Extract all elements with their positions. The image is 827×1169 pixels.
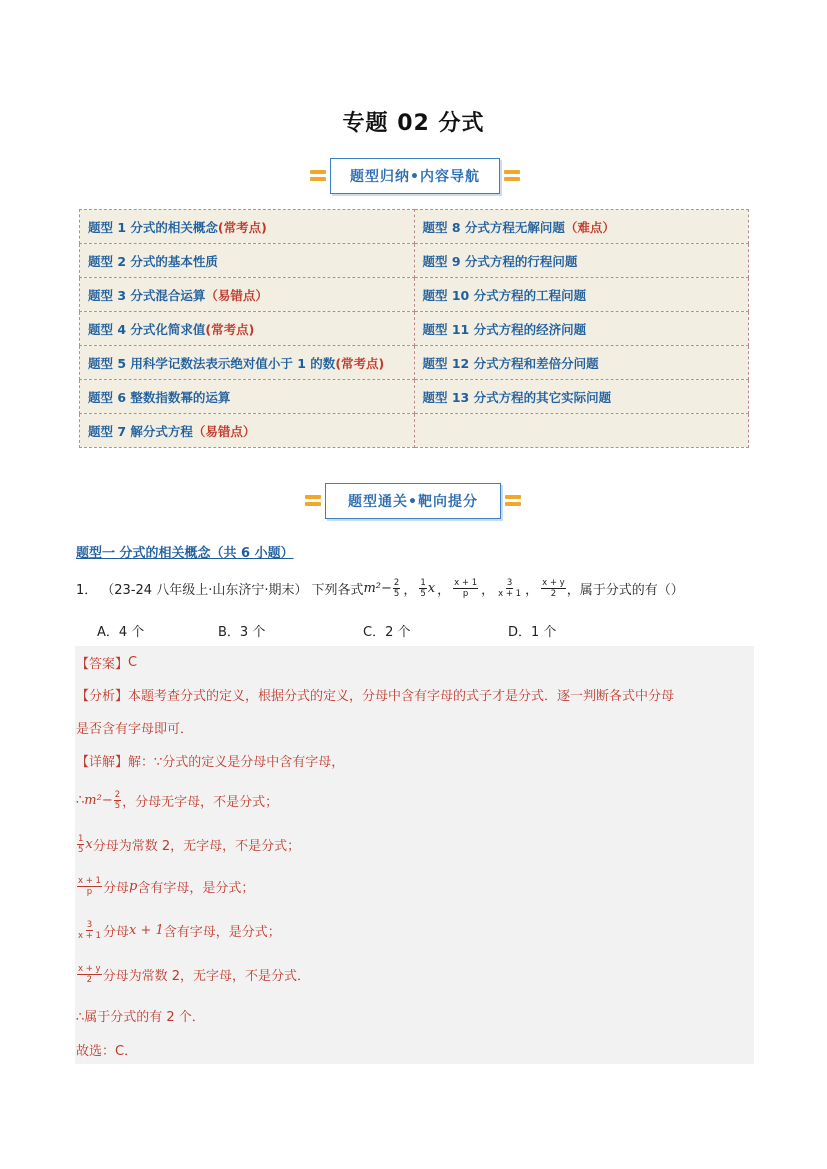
toc-item — [80, 244, 415, 278]
detail-step-5: $\frac{x + y}{2}$ 分母为常数 2，无字母，不是分式． — [78, 964, 310, 985]
toc-item-label: 题型 13 分式方程的其它实际问题 — [422, 389, 612, 405]
analysis-line-2: 是否含有字母即可． — [76, 722, 194, 737]
toc-item — [80, 210, 415, 244]
toc-item-label: 题型 12 分式方程和差倍分问题 — [422, 355, 599, 371]
conclusion-line: ∴属于分式的有 2 个． — [76, 1010, 205, 1025]
detail-step-3: $\frac{x + 1}{p}$ 分母 p 含有字母，是分式； — [78, 876, 255, 897]
practice-banner — [303, 481, 523, 521]
toc-row — [80, 414, 749, 448]
fraction: $\frac{x + 1}{p}$ — [454, 578, 478, 599]
detail-line: 【详解】 解：∵分式的定义是分母中含有字母， — [76, 755, 345, 770]
fraction: $\frac{x + y}{2}$ — [542, 578, 565, 599]
toc-item-label: 题型 5 用科学记数法表示绝对值小于 1 的数 — [88, 355, 336, 371]
toc-item-label: 题型 10 分式方程的工程问题 — [422, 287, 587, 303]
final-line: 故选：C． — [76, 1044, 138, 1059]
toc-item — [80, 278, 415, 312]
toc-item-label: 题型 7 解分式方程 — [88, 423, 193, 439]
toc-item — [414, 278, 749, 312]
detail-step-2: $\frac{1}{5}$ x 分母为常数 2，无字母，不是分式； — [78, 834, 301, 855]
fraction: $\frac{2}{5}$ — [393, 578, 400, 599]
toc-item — [80, 312, 415, 346]
toc-item-label: 题型 2 分式的基本性质 — [88, 253, 218, 269]
question-1: 1． （23-24 八年级上·山东济宁·期末） 下列各式 m²− $\frac{2}{5}$ ， $\frac{1}{5}$ x ， $\frac{x + 1}{p}$ ， $\frac{3}{x + 1}$ ， $\frac{x + y}{2}$ ，属于分式的有（） — [76, 578, 684, 599]
toc-item — [414, 414, 749, 448]
toc-item — [80, 414, 415, 448]
toc-table — [79, 209, 749, 448]
toc-item-label: 题型 1 分式的相关概念 — [88, 219, 218, 235]
fraction: $\frac{3}{x + 1}$ — [498, 578, 522, 599]
toc-item — [414, 244, 749, 278]
answer-box — [75, 646, 754, 1064]
detail-step-1: ∴ m²− $\frac{2}{5}$ ，分母无字母，不是分式； — [76, 790, 279, 811]
option-d: D．1 个 — [508, 625, 557, 640]
toc-item-tag: （易错点） — [205, 287, 268, 303]
toc-row — [80, 278, 749, 312]
expr-m2: m²− — [363, 581, 392, 596]
toc-item — [414, 312, 749, 346]
toc-item-label: 题型 3 分式混合运算 — [88, 287, 206, 303]
banner-deco-icon — [305, 493, 321, 508]
section-heading: 题型一 分式的相关概念（共 6 小题） — [76, 546, 294, 561]
question-lead: 下列各式 — [311, 583, 364, 598]
banner-deco-icon — [310, 168, 326, 183]
toc-item-tag: （难点） — [564, 219, 615, 235]
toc-item-label: 题型 6 整数指数幂的运算 — [88, 389, 231, 405]
question-source: （23-24 八年级上·山东济宁·期末） — [101, 583, 308, 598]
practice-banner-label: 题型通关•靶向提分 — [325, 483, 501, 519]
answer-line: 【答案】 C — [76, 655, 138, 672]
toc-item-label: 题型 8 分式方程无解问题 — [422, 219, 565, 235]
toc-item — [414, 380, 749, 414]
toc-item-tag: (常考点) — [335, 355, 385, 371]
page-title: 专题 02 分式 — [342, 111, 485, 136]
nav-banner-label: 题型归纳•内容导航 — [330, 158, 500, 194]
toc-item-label: 题型 11 分式方程的经济问题 — [422, 321, 587, 337]
question-tail: ，属于分式的有（） — [566, 583, 684, 598]
option-c: C．2 个 — [363, 625, 411, 640]
answer-value: C — [128, 655, 138, 670]
toc-row — [80, 210, 749, 244]
detail-step-4: $\frac{3}{x + 1}$ 分母 x + 1 含有字母，是分式； — [78, 920, 281, 941]
toc-item — [80, 346, 415, 380]
option-b: B．3 个 — [218, 625, 266, 640]
toc-item — [414, 210, 749, 244]
toc-row — [80, 346, 749, 380]
analysis-line: 【分析】 本题考查分式的定义，根据分式的定义，分母中含有字母的式子才是分式．逐一判断各式中分母 — [76, 689, 675, 704]
toc-item — [80, 380, 415, 414]
banner-deco-icon — [504, 168, 520, 183]
toc-item-tag: （易错点） — [192, 423, 256, 439]
toc-item-label: 题型 4 分式化简求值 — [88, 321, 206, 337]
banner-deco-icon — [505, 493, 521, 508]
nav-banner — [308, 156, 522, 196]
toc-item — [414, 346, 749, 380]
fraction: $\frac{1}{5}$ — [420, 578, 426, 599]
toc-row — [80, 244, 749, 278]
toc-item-label: 题型 9 分式方程的行程问题 — [422, 253, 578, 269]
toc-item-tag: (常考点) — [205, 321, 255, 337]
toc-row — [80, 312, 749, 346]
option-a: A．4 个 — [97, 625, 145, 640]
question-number: 1． — [76, 583, 98, 598]
toc-row — [80, 380, 749, 414]
toc-item-tag: (常考点) — [217, 219, 267, 235]
